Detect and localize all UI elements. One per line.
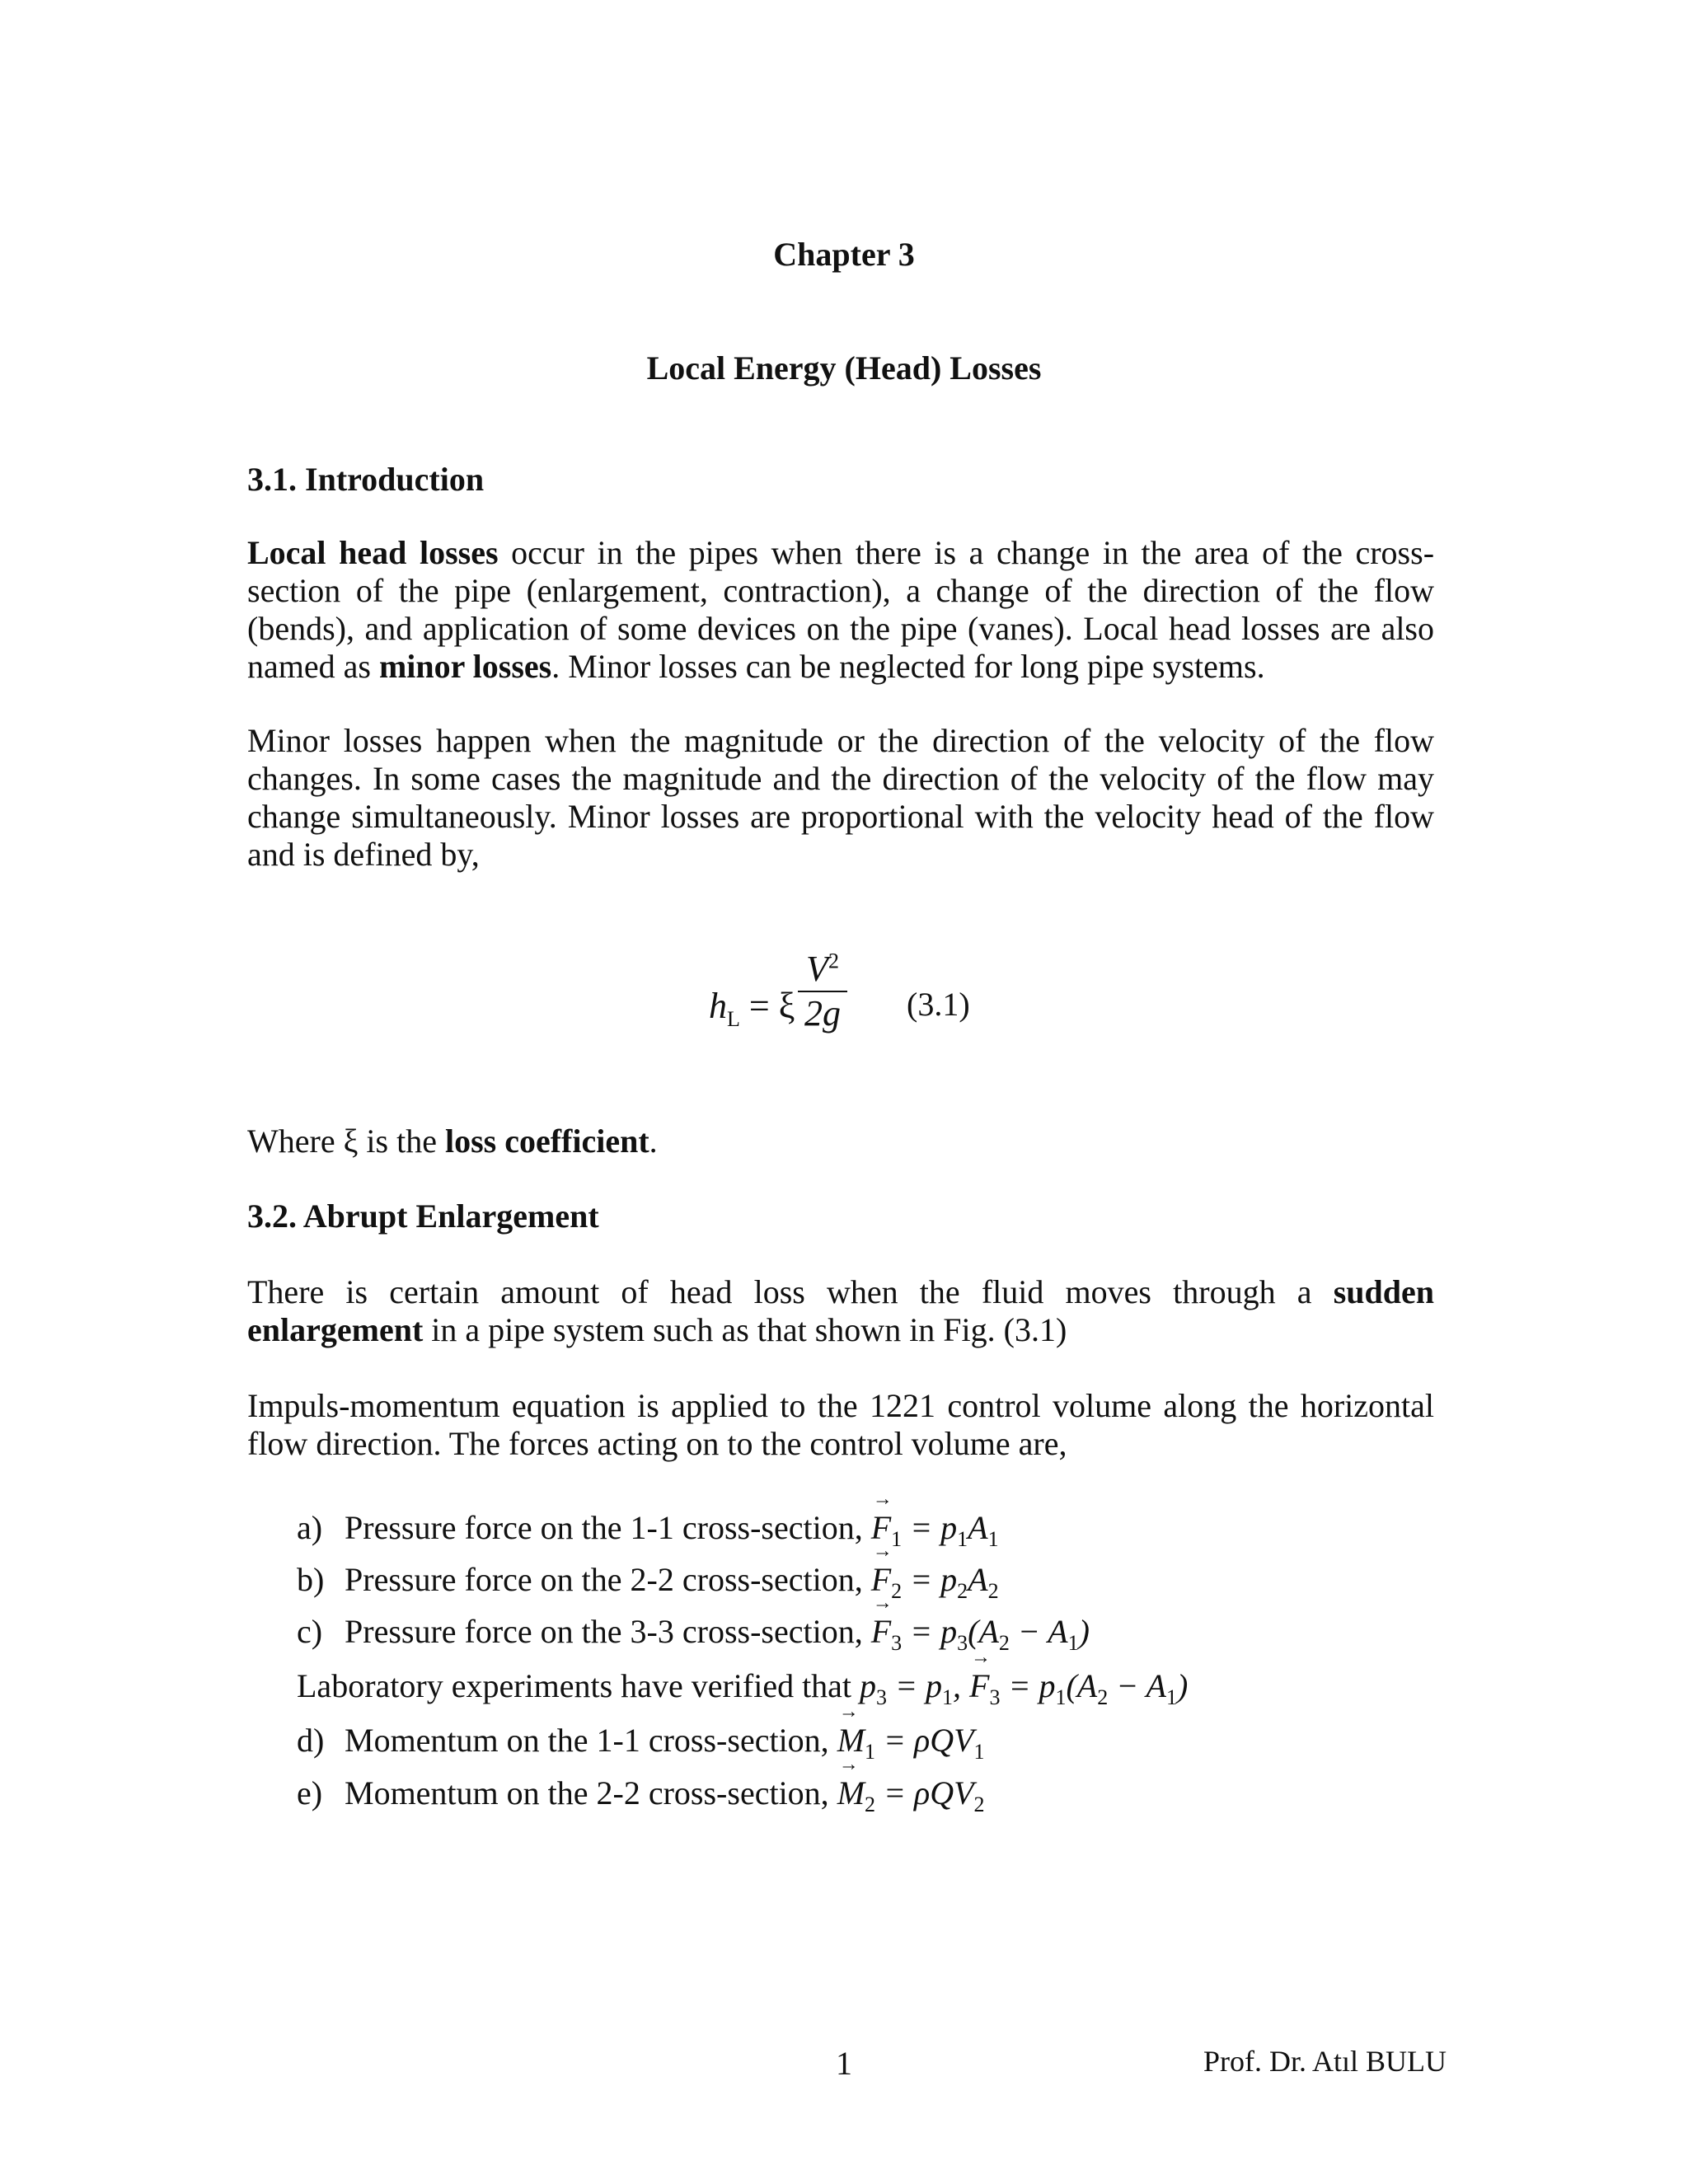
formula: → $F_3 = p_3(A_2 - A_1)$ [871, 1613, 1090, 1650]
text-run: . Minor losses can be neglected for long pipe systems. [551, 648, 1265, 685]
equation-denominator: 2g [804, 993, 841, 1033]
text-run: occur in the pipes when there is a change in the area of the cross-section of the pipe (enlargement, contraction), a change of the direction of the flow (bends), and application of some devices on the pipe (vanes). Local head losses are also named as [247, 534, 1435, 685]
equation-fraction [798, 948, 847, 1034]
list-item: c) Pressure force on the 3-3 cross-section, → $F_3 = p_3(A_2 - A_1)$ [297, 1612, 1090, 1661]
bold-term: loss coefficient [444, 1122, 649, 1160]
formula: $p_3 = p_1$, → $F_3 = p_1(A_2 - A_1)$ [860, 1667, 1188, 1704]
list-item: e) Momentum on the 2-2 cross-section, → $M_2 = \rho QV_2$ [297, 1774, 985, 1823]
bold-term: Local head losses [247, 534, 499, 571]
enlargement-paragraph-1: There is certain amount of head loss when the fluid moves through a sudden enlargement in a pipe system such as that shown in Fig. (3.1) [247, 1273, 1434, 1348]
list-item: Laboratory experiments have verified that $p_3 = p_1$, → $F_3 = p_1(A_2 - A_1)$ [297, 1666, 1188, 1716]
section-heading-introduction: 3.1. Introduction [247, 461, 485, 498]
page-title: Local Energy (Head) Losses [646, 349, 1042, 387]
formula: → $M_2 = \rho QV_2$ [837, 1774, 985, 1811]
author-footer: Prof. Dr. Atıl BULU [1203, 2045, 1447, 2078]
section-heading-abrupt-enlargement: 3.2. Abrupt Enlargement [247, 1197, 599, 1235]
formula: → $F_2 = p_2A_2$ [871, 1561, 999, 1598]
enlargement-paragraph-2: Impuls-momentum equation is applied to the 1221 control volume along the horizontal flow direction. The forces acting on to the control volume are, [247, 1387, 1434, 1462]
formula: → $M_1 = \rho QV_1$ [837, 1722, 985, 1759]
formula: → $F_1 = p_1A_1$ [871, 1509, 999, 1546]
list-item: b) Pressure force on the 2-2 cross-section, → $F_2 = p_2A_2$ [297, 1560, 999, 1610]
intro-paragraph-2: Minor losses happen when the magnitude or the direction of the velocity of the flow changes. In some cases the magnitude and the direction of the velocity of the flow may change simultaneously. Minor losses are proportional with the velocity head of the flow and is defined by, [247, 722, 1434, 873]
equation-3-1 [709, 948, 1039, 1055]
bold-term: minor losses [378, 648, 552, 685]
page-number: 1 [836, 2045, 852, 2082]
where-sentence: Where ξ is the loss coefficient. [247, 1122, 658, 1160]
intro-paragraph-1 [247, 534, 1434, 686]
equation-number: (3.1) [907, 986, 970, 1023]
equation-numerator: $V^2$ [806, 949, 839, 989]
list-item: a) Pressure force on the 1-1 cross-section, → $F_1 = p_1A_1$ [297, 1508, 999, 1558]
chapter-heading: Chapter 3 [773, 236, 915, 273]
list-item: d) Momentum on the 1-1 cross-section, → $M_1 = \rho QV_1$ [297, 1721, 985, 1770]
equation-lhs: $h_L = \xi$ [709, 986, 795, 1031]
bold-term: sudden enlargement [247, 1273, 1434, 1348]
